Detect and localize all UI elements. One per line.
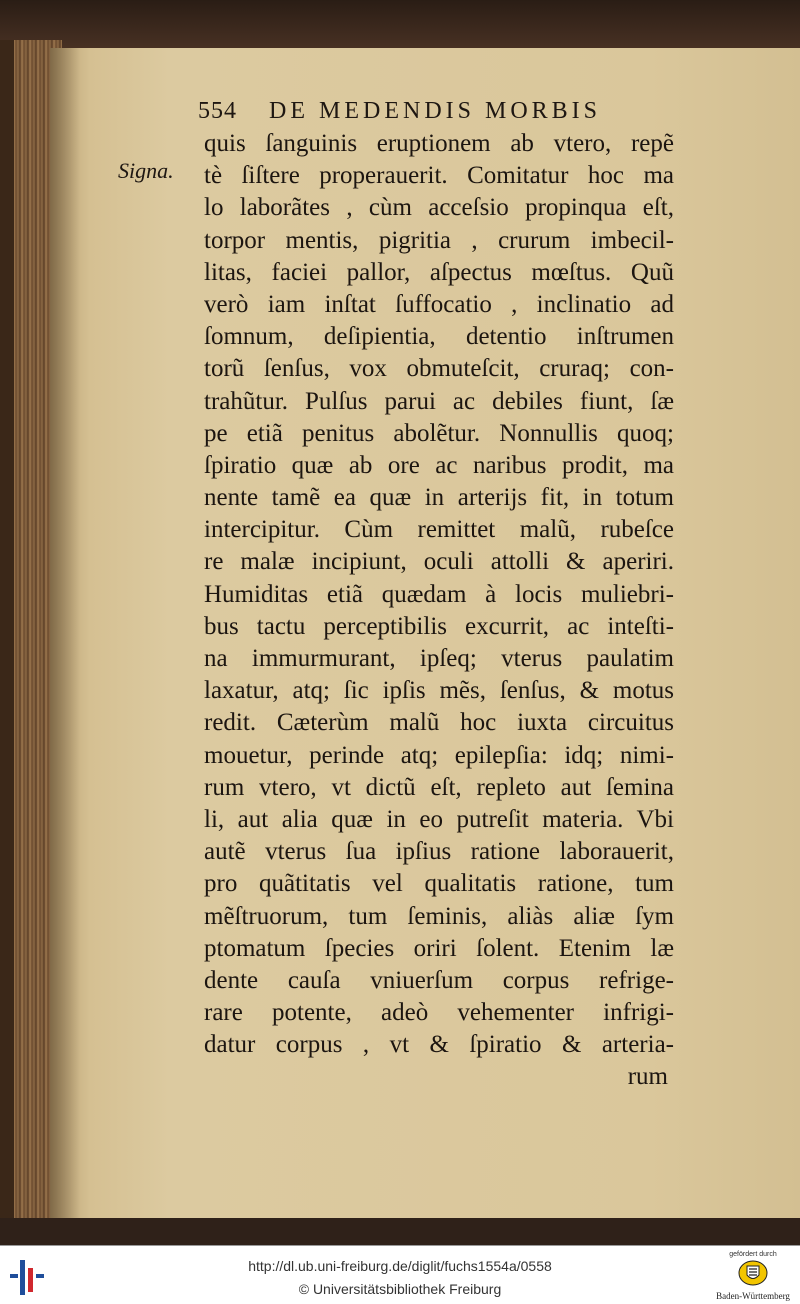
text-line: na immurmurant, ipſeq; vterus paulatim <box>204 645 674 672</box>
running-head-title: DE MEDENDIS MORBIS <box>269 98 602 124</box>
permalink-url[interactable]: http://dl.ub.uni-freiburg.de/diglit/fuchs1554a/0558 <box>248 1258 552 1274</box>
running-head <box>198 98 668 126</box>
text-line: nente tamẽ ea quæ in arterijs fit, in totum <box>204 484 674 512</box>
text-line: verò iam inſtat ſuffocatio , inclinatio ad <box>204 290 674 318</box>
viewer-footer <box>0 1245 800 1304</box>
text-line: tè ſiſtere properauerit. Comitatur hoc ma <box>204 162 674 190</box>
text-line: rum vtero, vt dictũ eſt, repleto aut ſemina <box>204 773 674 801</box>
text-line: ptomatum ſpecies oriri ſolent. Etenim læ <box>204 934 674 962</box>
text-line: ſomnum, deſipientia, detentio inſtrumen <box>204 323 674 351</box>
text-line: lo laborãtes , cùm acceſsio propinqua eſt, <box>204 194 674 222</box>
text-line: pe etiã penitus abolẽtur. Nonnullis quoq; <box>204 419 674 447</box>
book-cover-edge <box>0 40 14 1220</box>
text-line: pro quãtitatis vel qualitatis ratione, tum <box>204 870 674 898</box>
text-line: torpor mentis, pigritia , crurum imbecil- <box>204 226 674 254</box>
text-line: laxatur, atq; ſic ipſis mẽs, ſenſus, & motus <box>204 677 674 705</box>
text-line: trahũtur. Pulſus parui ac debiles fiunt, ſæ <box>204 387 674 415</box>
text-line: autẽ vterus ſua ipſius ratione laborauerit, <box>204 838 674 866</box>
text-line: redit. Cæterùm malũ hoc iuxta circuitus <box>204 709 674 737</box>
text-line: rare potente, adeò vehementer infrigi- <box>204 999 674 1027</box>
catchword: rum <box>627 1063 668 1091</box>
page-number: 554 <box>198 98 237 124</box>
margin-note: Signa. <box>118 158 174 183</box>
book-top-edge <box>0 0 800 52</box>
text-line: datur corpus , vt & ſpiratio & arteria- <box>204 1031 674 1059</box>
state-coat-of-arms-icon <box>738 1260 768 1286</box>
sponsor-label: gefördert durch <box>729 1251 777 1258</box>
text-line: litas, faciei pallor, aſpectus mœſtus. Quũ <box>204 258 674 286</box>
text-line: mẽſtruorum, tum ſeminis, aliàs aliæ ſym <box>204 902 674 930</box>
text-line: bus tactu perceptibilis excurrit, ac inteſti- <box>204 612 674 640</box>
copyright-notice: © Universitätsbibliothek Freiburg <box>298 1281 502 1297</box>
text-line: quis ſanguinis eruptionem ab vtero, repẽ <box>204 130 674 157</box>
text-line: mouetur, perinde atq; epilepſia: idq; nimi- <box>204 741 674 769</box>
text-line: re malæ incipiunt, oculi attolli & aperiri. <box>204 548 674 576</box>
text-block <box>204 128 674 1094</box>
text-line: dente cauſa vniuerſum corpus refrige- <box>204 966 674 994</box>
text-line: ſpiratio quæ ab ore ac naribus prodit, ma <box>204 451 674 479</box>
text-line: Humiditas etiã quædam à locis muliebri- <box>204 580 674 608</box>
page-gutter-shadow <box>50 48 80 1218</box>
sponsor-badge <box>712 1250 794 1302</box>
text-line: intercipitur. Cùm remittet malũ, rubeſce <box>204 516 674 544</box>
text-line: torũ ſenſus, vox obmuteſcit, cruraq; con- <box>204 355 674 383</box>
text-line: li, aut alia quæ in eo putreſit materia. Vbi <box>204 805 674 833</box>
book-bottom-edge <box>0 1218 800 1245</box>
sponsor-name: Baden-Württemberg <box>716 1291 790 1301</box>
